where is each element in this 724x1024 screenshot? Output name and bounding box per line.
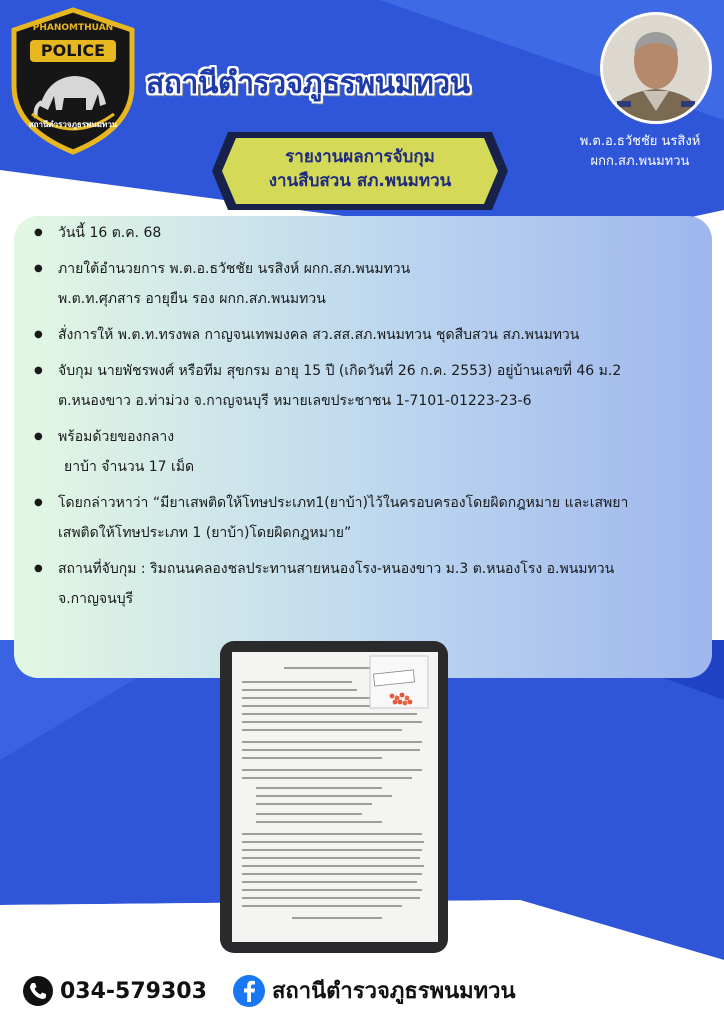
footer-phone[interactable] (22, 975, 207, 1007)
report-date: ● วันนี้ 16 ต.ค. 68 (30, 218, 702, 248)
banner-line1: รายงานผลการจับกุม (285, 147, 435, 167)
command-line: ● ภายใต้อำนวยการ พ.ต.อ.ธวัชชัย นรสิงห์ ผกก.สภ.พนมทวน (30, 254, 702, 284)
facebook-icon (232, 974, 266, 1008)
badge-top-text: PHANOMTHUAN (32, 23, 114, 33)
banner-text (210, 145, 510, 193)
arrest-place-line: ● สถานที่จับกุม : ริมถนนคลองชลประทานสายหนองโรง-หนองขาว ม.3 ต.หนองโรง อ.พนมทวน (30, 554, 702, 584)
banner-line2: งานสืบสวน สภ.พนมทวน (268, 171, 452, 191)
evidence-title: ● พร้อมด้วยของกลาง (30, 422, 702, 452)
arrest-record-document (232, 652, 438, 942)
phone-icon (22, 975, 54, 1007)
phone-number: 034-579303 (60, 978, 207, 1004)
footer-facebook[interactable] (232, 973, 516, 1008)
order-line: ● สั่งการให้ พ.ต.ท.ทรงพล กาญจนเทพมงคล สว.สส.สภ.พนมทวน ชุดสืบสวน สภ.พนมทวน (30, 320, 702, 350)
facebook-page-name: สถานีตำรวจภูธรพนมทวน (272, 979, 516, 1004)
station-title: สถานีตำรวจภูธรพนมทวน (146, 66, 470, 101)
charge-continuation: เสพติดให้โทษประเภท 1 (ยาบ้า)โดยผิดกฎหมาย” (58, 525, 352, 541)
officer-name-line: พ.ต.อ.ธวัชชัย นรสิงห์ (579, 134, 701, 149)
charge-line: ● โดยกล่าวหาว่า “มียาเสพติดให้โทษประเภท1(ยาบ้า)ไว้ในครอบครองโดยผิดกฎหมาย และเสพยา (30, 488, 702, 518)
document-text-lines (232, 652, 438, 942)
officer-position-line: ผกก.สภ.พนมทวน (590, 154, 690, 169)
officer-photo (600, 12, 712, 124)
evidence-item: ยาบ้า จำนวน 17 เม็ด (64, 459, 195, 475)
arrest-line: ● จับกุม นายพัชรพงศ์ หรือทีม สุขกรม อายุ 15 ปี (เกิดวันที่ 26 ก.ค. 2553) อยู่บ้านเลขที่ 46 ม.2 (30, 356, 702, 386)
badge-bottom-text: สถานีตำรวจภูธรพนมทวน (28, 120, 118, 129)
arrest-address-line: ต.หนองขาว อ.ท่าม่วง จ.กาญจนบุรี หมายเลขประชาชน 1-7101-01223-23-6 (58, 393, 532, 409)
deputy-line: พ.ต.ท.ศุภสาร อายุยืน รอง ผกก.สภ.พนมทวน (58, 291, 326, 307)
officer-portrait-icon (603, 15, 709, 121)
officer-name (560, 132, 720, 172)
badge-main-text: POLICE (40, 41, 106, 60)
report-content (30, 218, 702, 614)
arrest-place-province: จ.กาญจนบุรี (58, 591, 134, 607)
